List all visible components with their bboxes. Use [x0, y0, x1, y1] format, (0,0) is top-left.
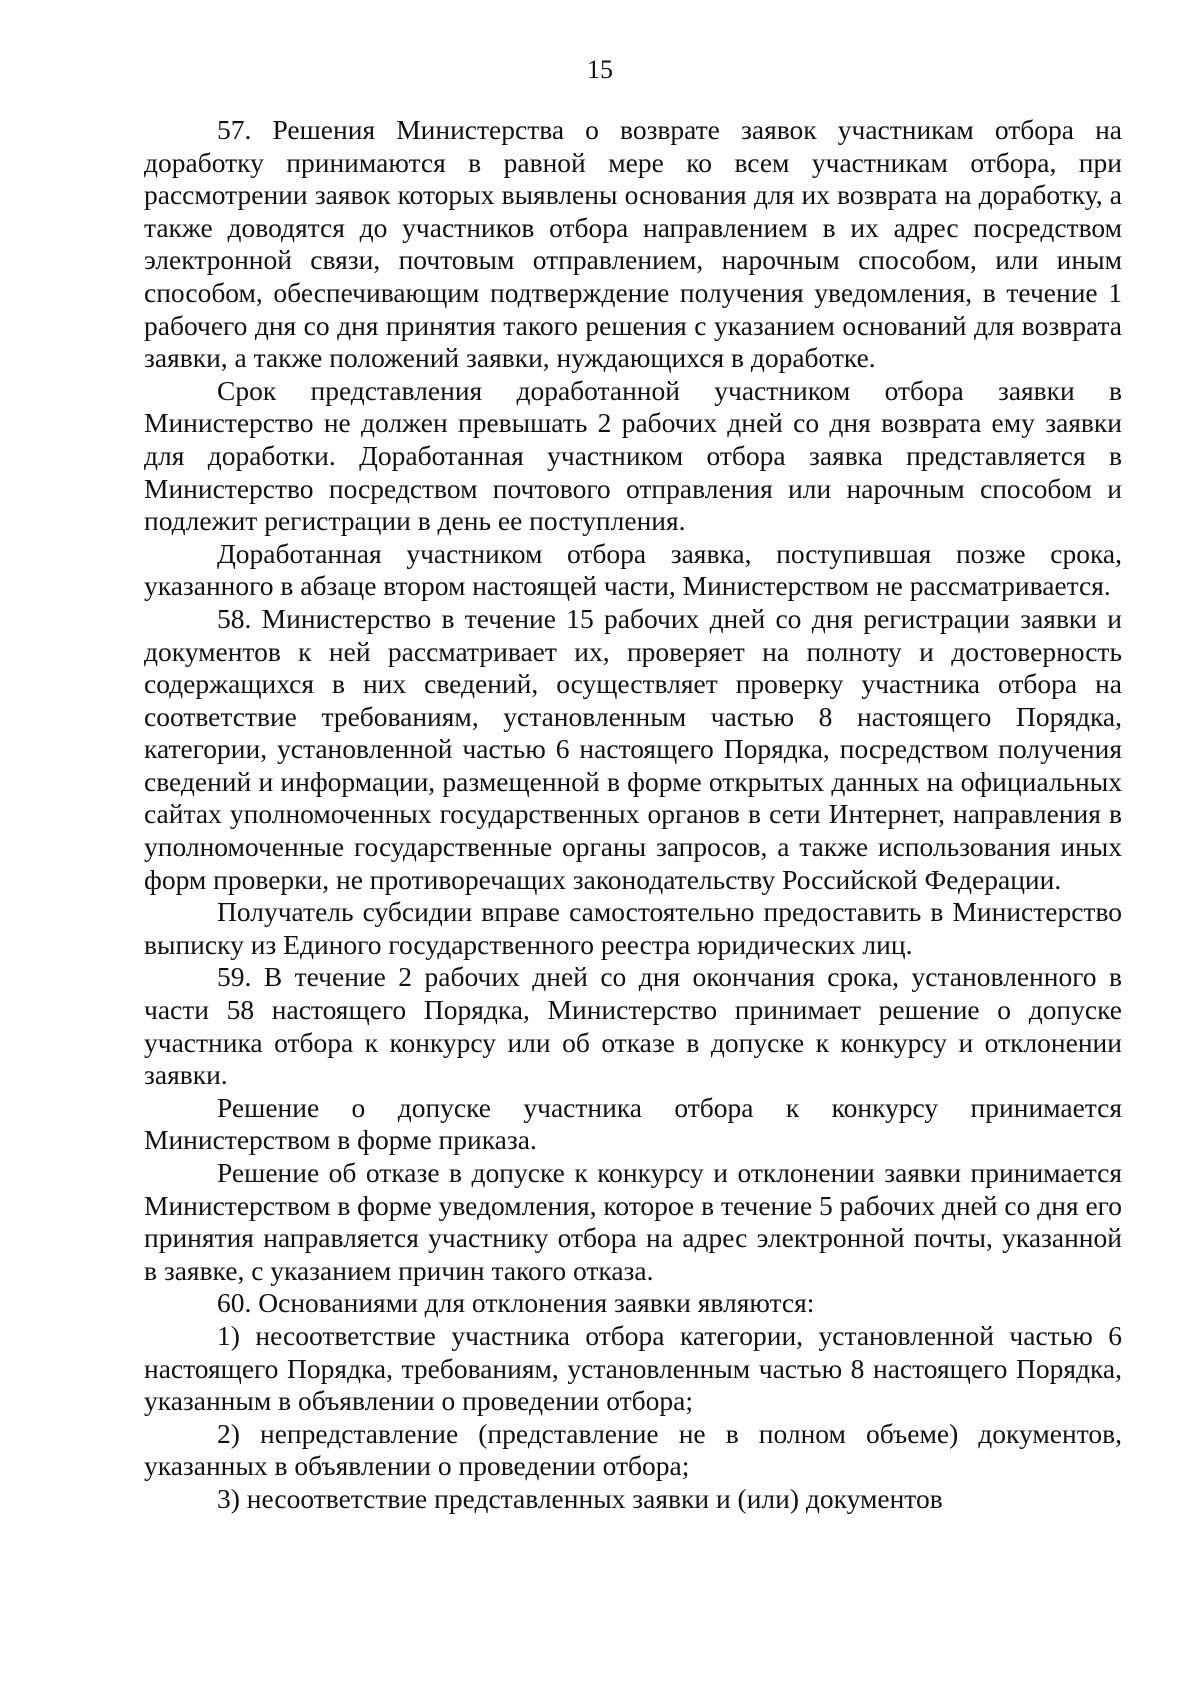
- paragraph-57-deadline: Срок представления доработанной участником отбора заявки в Министерство не должен превышать 2 рабочих дней со дня возврата ему заявки для доработки. Доработанная участником отбора заявка представляется в Министерство посредством почтового отправления или нарочным способом и подлежит регистрации в день ее поступления.: [144, 374, 1122, 537]
- page-number: 15: [587, 55, 613, 84]
- list-item-3: 3) несоответствие представленных заявки и (или) документов: [217, 1482, 943, 1514]
- paragraph-57: 57. Решения Министерства о возврате заявок участникам отбора на доработку принимаются в равной мере ко всем участникам отбора, при рассмотрении заявок которых выявлены основания для их возврата на доработку, а также доводятся до участников отбора направлением в их адрес посредством электронной связи, почтовым отправлением, нарочным способом, или иным способом, обеспечивающим подтверждение получения уведомления, в течение 1 рабочего дня со дня принятия такого решения с указанием оснований для возврата заявки, а также положений заявки, нуждающихся в доработке.: [144, 114, 1122, 374]
- paragraph-58: 58. Министерство в течение 15 рабочих дней со дня регистрации заявки и документов к ней рассматривает их, проверяет на полноту и достоверность содержащихся в них сведений, осуществляет проверку участника отбора на соответствие требованиям, установленным частью 8 настоящего Порядка, категории, установленной частью 6 настоящего Порядка, посредством получения сведений и информации, размещенной в форме открытых данных на официальных сайтах уполномоченных государственных органов в сети Интернет, направления в уполномоченные государственные органы запросов, а также использования иных форм проверки, не противоречащих законодательству Российской Федерации.: [144, 602, 1122, 895]
- document-body: [144, 114, 1122, 1516]
- paragraph-59-admission: Решение о допуске участника отбора к конкурсу принимается Министерством в форме приказа.: [144, 1091, 1122, 1156]
- list-item-2: 2) непредставление (представление не в полном объеме) документов, указанных в объявлении о проведении отбора;: [144, 1417, 1122, 1482]
- paragraph-57-late-submission: Доработанная участником отбора заявка, поступившая позже срока, указанного в абзаце втором настоящей части, Министерством не рассматривается.: [144, 537, 1122, 602]
- paragraph-60: 60. Основаниями для отклонения заявки являются:: [217, 1287, 815, 1319]
- paragraph-59-refusal: Решение об отказе в допуске к конкурсу и отклонении заявки принимается Министерством в форме уведомления, которое в течение 5 рабочих дней со дня его принятия направляется участнику отбора на адрес электронной почты, указанной в заявке, с указанием причин такого отказа.: [144, 1157, 1122, 1286]
- paragraph-59: 59. В течение 2 рабочих дней со дня окончания срока, установленного в части 58 настоящего Порядка, Министерство принимает решение о допуске участника отбора к конкурсу или об отказе в допуске к конкурсу и отклонении заявки.: [144, 961, 1122, 1091]
- list-item-1: 1) несоответствие участника отбора категории, установленной частью 6 настоящего Порядка, требованиям, установленным частью 8 настоящего Порядка, указанным в объявлении о проведении отбора;: [144, 1319, 1122, 1417]
- paragraph-58-extract: Получатель субсидии вправе самостоятельно предоставить в Министерство выписку из Единого государственного реестра юридических лиц.: [144, 896, 1122, 960]
